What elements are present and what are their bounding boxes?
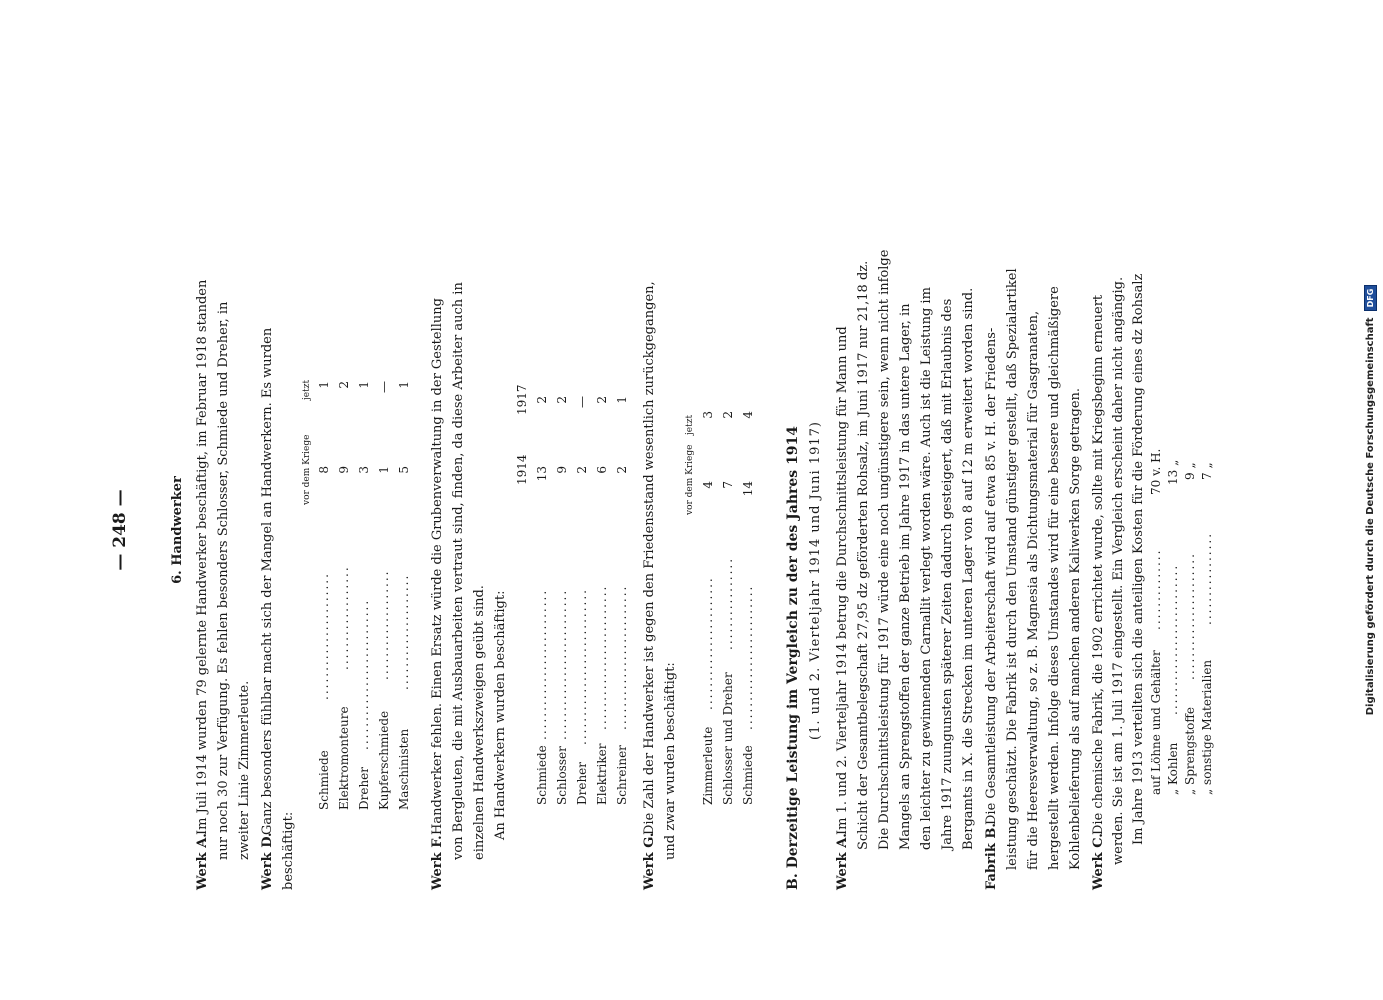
werk-a-line-3: zweiter Linie Zimmerleute. bbox=[237, 680, 252, 860]
werk-d-row-name: Elektromonteure bbox=[337, 706, 351, 810]
werk-g-row-name: Schlosser und Dreher bbox=[721, 672, 735, 805]
b-werk-a-line-1: Im 1. und 2. Vierteljahr 1914 betrug die Durchschnittsleistung für Mann und bbox=[835, 326, 850, 835]
section-b-subheading: (1. und 2. Vierteljahr 1914 und Juni 1917) bbox=[808, 421, 823, 740]
werk-d-label: Werk D. bbox=[260, 832, 275, 890]
werk-g-col2-header: jetzt bbox=[685, 414, 695, 435]
werk-g-row-b: 3 bbox=[701, 411, 715, 419]
werk-d-line-1: Ganz besonders fühlbar macht sich der Mangel an Handwerkern. Es wurden bbox=[260, 327, 275, 835]
b-werk-a-line-2: Schicht der Gesamtbelegschaft 27,95 dz geförderten Rohsalz, im Juni 1917 nur 21,18 dz. bbox=[856, 260, 871, 850]
cost-item-name: „ sonstige Materialien bbox=[1200, 659, 1214, 795]
rotated-page: — 248 — 6. Handwerker Werk A. Im Juli 1914 wurden 79 gelernte Handwerker beschäftigt, im Februar 1918 standen nur noch 30 zur Verfügung. Es fehlen besonders Schlosser, Schmiede und Dreher, in zweiter Linie Zimmerleute. Werk D. Ganz besonders fühlbar macht sich der Mangel an Handwerkern. Es wurden beschäftigt: vor dem Kriege jetzt Schmiede ...................... 8 1 Elektromonteure .................. 9 2 Dreher .......................... 3 1 Kupferschmiede ................... 1 — Maschinisten .................... 5 1 Werk F. Handwerker fehlen. Einen Ersatz würde die Grubenverwaltung in der Gestellung von Bergleuten, die mit Ausbauarbeiten vertraut sind, finden, da diese Arbeiter auch in einzelnen Handwerkszweigen geübt sind. An Handwerkern wurden beschäftigt: 1914 1917 Schmiede .......................... 13 2 Schlosser .......................... 9 2 Dreher ........................... 2 — Elektriker ......................... 6 2 Schreiner ......................... 2 1 Werk G. Die Zahl der Handwerker ist gegen den Friedensstand wesentlich zurückgegangen, und zwar wurden beschäftigt: vor dem Kriege jetzt Zimmerleute ....................... 4 3 Schlosser und Dreher ................ 7 2 Schmiede ......................... 14 4 B. Derzeitige Leistung im Vergleich zu der des Jahres 1914 (1. und 2. Vierteljahr 1914 und Juni 1917) Werk A. Im 1. und 2. Vierteljahr 1914 betrug die Durchschnittsleistung für Mann und Schicht der Gesamtbelegschaft 27,95 dz geförderten Rohsalz, im Juni 1917 nur 21,18 dz. Die Durchschnittsleistung für 1917 würde eine noch ungünstigere sein, wenn nicht infolge Mangels an Sprengstoffen der ganze Betrieb im Jahre 1917 in das untere Lager, in den leichter zu gewinnenden Carnallit verlegt worden wäre. Auch ist die Leistung im Jahre 1917 zuungunsten späterer Zeiten dadurch gesteigert, daß mit Erlaubnis des Bergamts in X. die Strecken im unteren Lager von 8 auf 12 m erweitert worden sind. Fabrik B. Die Gesamtleistung der Arbeiterschaft wird auf etwa 85 v. H. der Friedens- leistung geschätzt. Die Fabrik ist durch den Umstand günstiger gestellt, daß Spezialartikel für die Heeresverwaltung, so z. B. Magnesia als Dichtungsmaterial für Gasgranaten, hergestellt werden. Infolge dieses Umstandes wird für eine bessere und gleichmäßigere Kohlenbelieferung als auf manchen anderen Kaliwerken Sorge getragen. Werk C. Die chemische Fabrik, die 1902 errichtet wurde, sollte mit Kriegsbeginn erneuert werden. Sie ist am 1. Juli 1917 eingestellt. Ein Vergleich erscheint daher nicht angängig. Im Jahre 1913 verteilten sich die anteiligen Kosten für die Förderung eines dz Rohsalz auf Löhne und Gehälter .............. 70 v. H. „ Kohlen .......................... 13 „ „ Sprengstoffe ...................... 9 „ „ sonstige Materialien ................ 7 „ bbox=[95, 170, 1190, 890]
cost-item-value: 13 „ bbox=[1166, 459, 1180, 485]
werk-f-col2-header: 1917 bbox=[515, 384, 529, 415]
dfg-logo: DFG bbox=[1364, 285, 1377, 312]
werk-f-row-b: 2 bbox=[535, 396, 549, 404]
fabrik-b-label: Fabrik B. bbox=[984, 823, 999, 890]
werk-d-row-name: Kupferschmiede bbox=[377, 710, 391, 810]
werk-f-row-a: 9 bbox=[555, 466, 569, 474]
werk-g-row-name: Schmiede bbox=[741, 745, 755, 805]
fabrik-b-line-1: Die Gesamtleistung der Arbeiterschaft wird auf etwa 85 v. H. der Friedens- bbox=[984, 327, 999, 825]
werk-d-row-name: Schmiede bbox=[317, 750, 331, 810]
werk-a-line-2: nur noch 30 zur Verfügung. Es fehlen besonders Schlosser, Schmiede und Dreher, in bbox=[216, 301, 231, 860]
werk-g-line-1: Die Zahl der Handwerker ist gegen den Friedensstand wesentlich zurückgegangen, bbox=[642, 281, 657, 835]
werk-d-row-b: 1 bbox=[357, 381, 371, 389]
werk-d-line-2: beschäftigt: bbox=[281, 811, 296, 890]
b-werk-c-label: Werk C. bbox=[1091, 833, 1106, 890]
werk-g-row-a: 14 bbox=[741, 481, 755, 497]
werk-f-row-a: 6 bbox=[595, 466, 609, 474]
werk-f-row-a: 2 bbox=[575, 466, 589, 474]
werk-g-row-a: 4 bbox=[701, 481, 715, 489]
werk-f-row-name: Dreher bbox=[575, 761, 589, 805]
b-werk-a-line-3: Die Durchschnittsleistung für 1917 würde eine noch ungünstigere sein, wenn nicht infolge bbox=[877, 249, 892, 850]
fabrik-b-line-2: leistung geschätzt. Die Fabrik ist durch den Umstand günstiger gestellt, daß Spezialartikel bbox=[1005, 268, 1020, 870]
werk-d-row-name: Dreher bbox=[357, 766, 371, 810]
werk-g-row-b: 2 bbox=[721, 411, 735, 419]
werk-f-row-b: 2 bbox=[555, 396, 569, 404]
b-werk-c-line-2: werden. Sie ist am 1. Juli 1917 eingestellt. Ein Vergleich erscheint daher nicht angängig. bbox=[1111, 276, 1126, 865]
werk-f-row-b: — bbox=[575, 396, 589, 408]
werk-d-row-b: — bbox=[377, 381, 391, 393]
fabrik-b-line-4: hergestellt werden. Infolge dieses Umstandes wird für eine bessere und gleichmäßigere bbox=[1047, 286, 1062, 870]
werk-d-row-a: 8 bbox=[317, 466, 331, 474]
werk-f-label: Werk F. bbox=[430, 835, 445, 890]
werk-f-row-a: 13 bbox=[535, 466, 549, 482]
werk-a-line-1: Im Juli 1914 wurden 79 gelernte Handwerker beschäftigt, im Februar 1918 standen bbox=[195, 279, 210, 835]
b-werk-a-label: Werk A. bbox=[835, 833, 850, 890]
cost-item-value: 9 „ bbox=[1183, 462, 1197, 480]
werk-f-line-1: Handwerker fehlen. Einen Ersatz würde die Grubenverwaltung in der Gestellung bbox=[430, 298, 445, 835]
fabrik-b-line-3: für die Heeresverwaltung, so z. B. Magnesia als Dichtungsmaterial für Gasgranaten, bbox=[1026, 310, 1041, 870]
werk-g-col1-header: vor dem Kriege bbox=[685, 444, 695, 515]
werk-f-line-3: einzelnen Handwerkszweigen geübt sind. bbox=[472, 585, 487, 860]
werk-d-row-b: 1 bbox=[317, 381, 331, 389]
werk-g-row-a: 7 bbox=[721, 481, 735, 489]
b-werk-a-line-7: Bergamts in X. die Strecken im unteren Lager von 8 auf 12 m erweitert worden sind. bbox=[961, 287, 976, 850]
cost-item-value: 70 v. H. bbox=[1149, 448, 1163, 495]
werk-g-row-name: Zimmerleute bbox=[701, 726, 715, 805]
fabrik-b-line-5: Kohlenbelieferung als auf manchen anderen Kaliwerken Sorge getragen. bbox=[1068, 387, 1083, 870]
b-werk-a-line-5: den leichter zu gewinnenden Carnallit verlegt worden wäre. Auch ist die Leistung im bbox=[919, 287, 934, 850]
funding-note-text: Digitalisierung gefördert durch die Deutsche Forschungsgemeinschaft bbox=[1364, 317, 1376, 716]
werk-f-row-b: 2 bbox=[595, 396, 609, 404]
werk-f-row-name: Schmiede bbox=[535, 745, 549, 805]
cost-item-value: 7 „ bbox=[1200, 462, 1214, 480]
b-werk-c-line-3: Im Jahre 1913 verteilten sich die anteiligen Kosten für die Förderung eines dz Rohsalz bbox=[1131, 273, 1146, 845]
werk-f-row-name: Schlosser bbox=[555, 746, 569, 805]
werk-f-row-name: Schreiner bbox=[615, 745, 629, 805]
cost-item-name: „ Kohlen bbox=[1166, 742, 1180, 795]
werk-d-row-a: 1 bbox=[377, 466, 391, 474]
werk-f-row-b: 1 bbox=[615, 396, 629, 404]
werk-d-row-a: 9 bbox=[337, 466, 351, 474]
funding-note bbox=[1358, 10, 1382, 990]
werk-d-row-b: 1 bbox=[397, 381, 411, 389]
page-number: — 248 — bbox=[110, 489, 130, 571]
b-werk-c-line-1: Die chemische Fabrik, die 1902 errichtet wurde, sollte mit Kriegsbeginn erneuert bbox=[1091, 294, 1106, 835]
werk-f-col1-header: 1914 bbox=[515, 454, 529, 485]
werk-d-col2-header: jetzt bbox=[302, 379, 312, 400]
werk-f-line-2: von Bergleuten, die mit Ausbauarbeiten vertraut sind, finden, da diese Arbeiter auch in bbox=[451, 282, 466, 860]
werk-g-label: Werk G. bbox=[642, 832, 657, 890]
cost-item-name: auf Löhne und Gehälter bbox=[1149, 650, 1163, 795]
werk-d-col1-header: vor dem Kriege bbox=[302, 434, 312, 505]
werk-f-row-a: 2 bbox=[615, 466, 629, 474]
werk-g-line-2: und zwar wurden beschäftigt: bbox=[663, 662, 678, 860]
werk-a-label: Werk A. bbox=[195, 833, 210, 890]
werk-d-row-b: 2 bbox=[337, 381, 351, 389]
b-werk-a-line-6: Jahre 1917 zuungunsten späterer Zeiten dadurch gesteigert, daß mit Erlaubnis des bbox=[940, 298, 955, 850]
werk-d-row-name: Maschinisten bbox=[397, 728, 411, 810]
cost-item-name: „ Sprengstoffe bbox=[1183, 706, 1197, 795]
werk-f-row-name: Elektriker bbox=[595, 743, 609, 805]
b-werk-a-line-4: Mangels an Sprengstoffen der ganze Betrieb im Jahre 1917 in das untere Lager, in bbox=[898, 303, 913, 850]
werk-d-row-a: 3 bbox=[357, 466, 371, 474]
section-b-heading: B. Derzeitige Leistung im Vergleich zu der des Jahres 1914 bbox=[785, 425, 801, 890]
section-6-heading: 6. Handwerker bbox=[170, 476, 185, 584]
werk-g-row-b: 4 bbox=[741, 411, 755, 419]
werk-f-line-4: An Handwerkern wurden beschäftigt: bbox=[493, 590, 508, 840]
werk-d-row-a: 5 bbox=[397, 466, 411, 474]
